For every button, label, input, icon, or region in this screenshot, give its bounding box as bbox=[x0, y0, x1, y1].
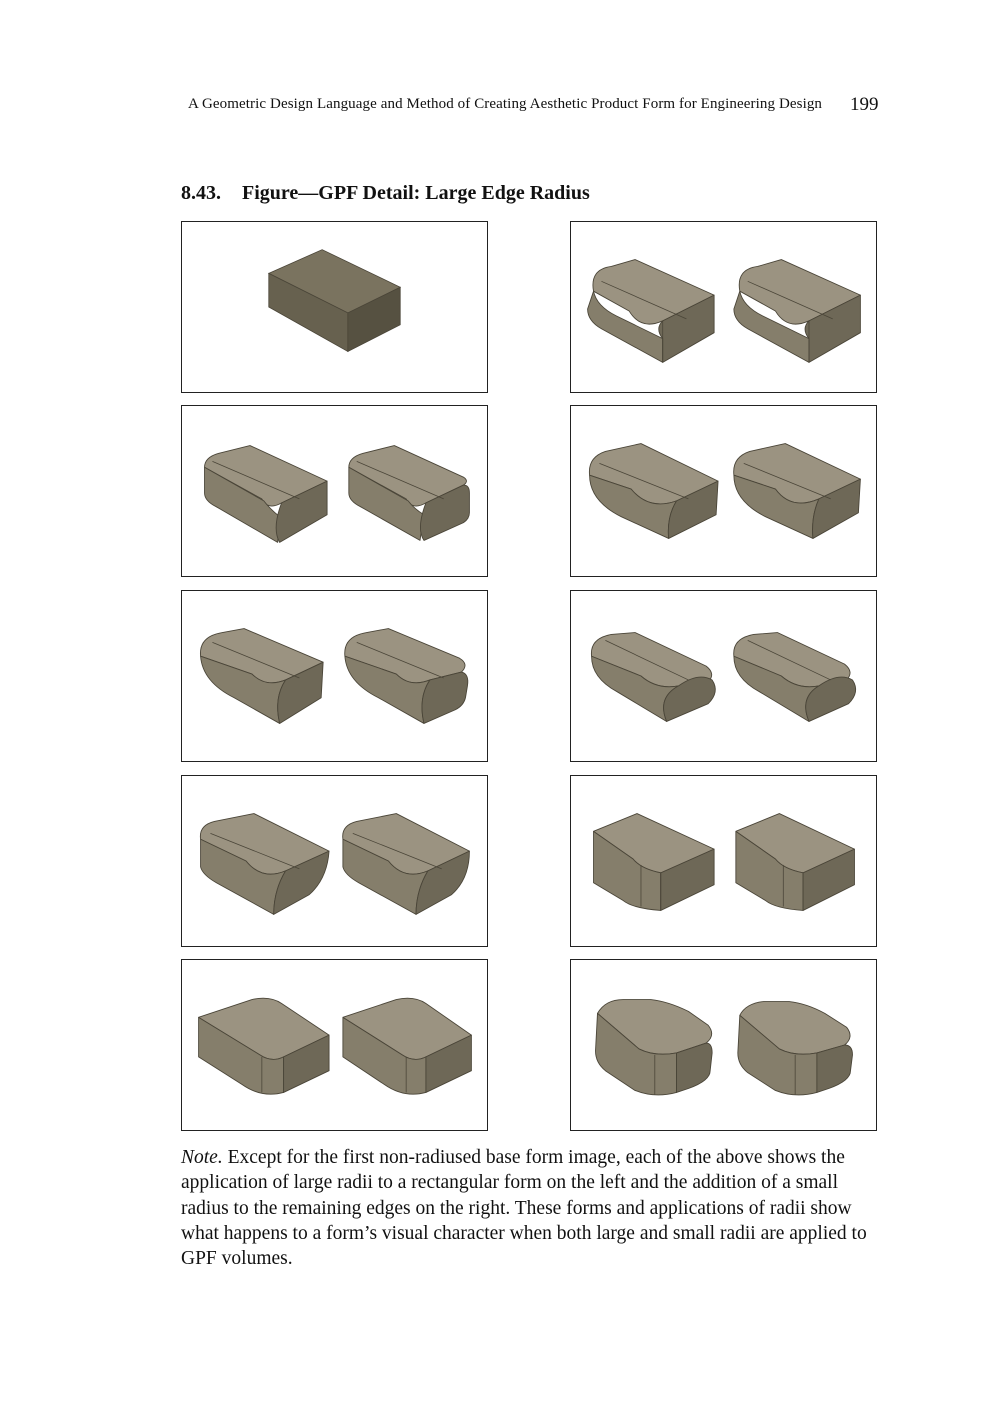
radiused-form-right bbox=[734, 633, 856, 722]
radiused-forms-pair bbox=[571, 406, 876, 576]
running-head: A Geometric Design Language and Method of Creating Aesthetic Product Form for Engineering Design bbox=[188, 96, 823, 112]
figure-panel-7 bbox=[181, 775, 488, 947]
radiused-form-left bbox=[596, 1000, 713, 1095]
radiused-form-right bbox=[734, 260, 861, 363]
radiused-forms-pair bbox=[571, 960, 876, 1130]
radiused-form-left bbox=[200, 814, 329, 915]
figure-panel-8 bbox=[570, 775, 877, 947]
radiused-forms-pair bbox=[182, 960, 487, 1130]
radiused-form-left bbox=[591, 633, 715, 722]
figure-panel-6 bbox=[570, 590, 877, 762]
figure-title-text: Figure—GPF Detail: Large Edge Radius bbox=[242, 182, 590, 204]
page-number: 199 bbox=[850, 94, 879, 115]
radiused-form-left bbox=[594, 814, 715, 911]
radiused-form-right bbox=[345, 629, 468, 724]
radiused-forms-pair bbox=[571, 776, 876, 946]
radiused-form-right bbox=[736, 814, 855, 911]
figure-number: 8.43. bbox=[181, 182, 221, 204]
note-label: Note. bbox=[181, 1147, 223, 1168]
radiused-form-right bbox=[734, 444, 861, 539]
radiused-form-right bbox=[738, 1002, 853, 1095]
radiused-form-right bbox=[349, 446, 470, 541]
radiused-form-left bbox=[589, 444, 718, 539]
radiused-forms-pair bbox=[571, 222, 876, 392]
radiused-forms-pair bbox=[182, 776, 487, 946]
figure-title bbox=[181, 182, 590, 205]
figure-panel-2 bbox=[570, 221, 877, 393]
radiused-form-left bbox=[205, 446, 328, 543]
radiused-forms-pair bbox=[571, 591, 876, 761]
figure-panel-9 bbox=[181, 959, 488, 1131]
base-form-box bbox=[182, 222, 487, 392]
figure-panel-10 bbox=[570, 959, 877, 1131]
figure-panel-1 bbox=[181, 221, 488, 393]
figure-panel-3 bbox=[181, 405, 488, 577]
figure-note bbox=[181, 1145, 881, 1271]
radiused-form-left bbox=[199, 998, 329, 1094]
radiused-form-left bbox=[200, 629, 323, 724]
figure-panel-5 bbox=[181, 590, 488, 762]
radiused-form-left bbox=[588, 260, 715, 363]
figure-panel-4 bbox=[570, 405, 877, 577]
radiused-forms-pair bbox=[182, 591, 487, 761]
note-text: Except for the first non-radiused base form image, each of the above shows the application of large radii to a rectangular form on the left and the addition of a small radius to the remaining edges on the right. These forms and applications of radii show what happens to a form’s visual character when both large and small radii are applied to GPF volumes. bbox=[181, 1147, 867, 1270]
radiused-form-right bbox=[343, 814, 470, 915]
radiused-forms-pair bbox=[182, 406, 487, 576]
radiused-form-right bbox=[343, 998, 471, 1094]
